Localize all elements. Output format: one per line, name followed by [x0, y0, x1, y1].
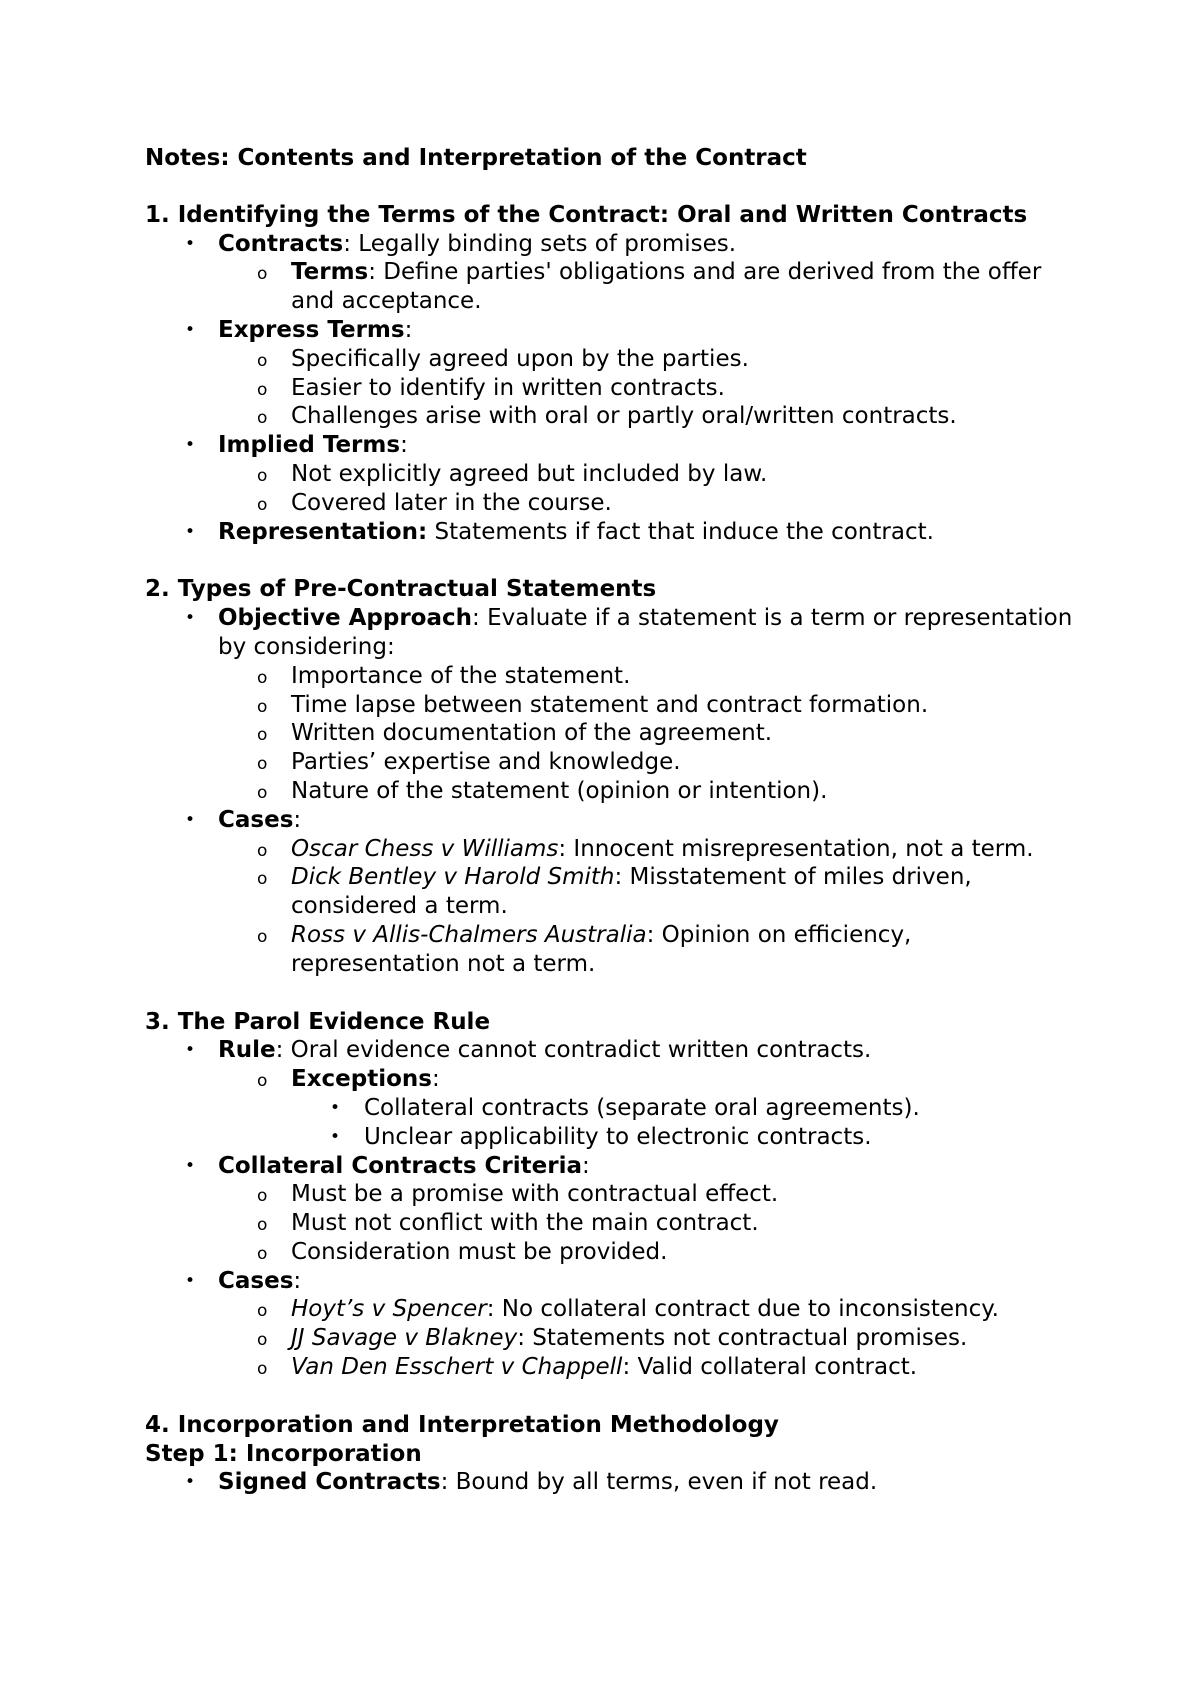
item-text: : Opinion on efficiency, representation not a term.: [291, 921, 912, 977]
circle-bullet-icon: o: [257, 1359, 268, 1380]
item-text: : Innocent misrepresentation, not a term.: [558, 835, 1034, 862]
item-text: Nature of the statement (opinion or intention).: [291, 777, 828, 804]
circle-bullet-icon: o: [257, 494, 268, 515]
list-item: [145, 1295, 1075, 1324]
circle-bullet-icon: o: [257, 1330, 268, 1351]
list-item: [145, 921, 1075, 979]
list-item: [145, 258, 1075, 316]
circle-bullet-icon: o: [257, 725, 268, 746]
bullet-list: [145, 604, 1075, 978]
list-item: [145, 460, 1075, 489]
item-text: :: [582, 1152, 590, 1179]
item-text: Unclear applicability to electronic contracts.: [364, 1123, 872, 1150]
item-text: :: [404, 316, 413, 343]
list-item: [145, 431, 1075, 460]
bullet-icon: •: [185, 233, 196, 254]
item-text: Specifically agreed upon by the parties.: [291, 345, 749, 372]
item-text: :: [400, 432, 408, 459]
list-item: [145, 1152, 1075, 1181]
list-item: [145, 806, 1075, 835]
circle-bullet-icon: o: [257, 408, 268, 429]
circle-bullet-icon: o: [257, 926, 268, 947]
list-item: [145, 489, 1075, 518]
circle-bullet-icon: o: [257, 264, 268, 285]
circle-bullet-icon: o: [257, 782, 268, 803]
item-text: :: [293, 1267, 302, 1294]
item-text: Must be a promise with contractual effect.: [291, 1181, 779, 1208]
item-text: Importance of the statement.: [291, 662, 631, 689]
item-text: Covered later in the course.: [291, 489, 612, 516]
list-item: [145, 316, 1075, 345]
bullet-icon: •: [330, 1097, 341, 1118]
item-label: Implied Terms: [218, 432, 401, 459]
item-text: :: [432, 1066, 440, 1093]
case-name: Ross v Allis-Chalmers Australia: [291, 921, 647, 948]
list-item: [145, 1065, 1075, 1094]
item-text: : Legally binding sets of promises.: [343, 230, 737, 257]
item-label: Cases: [218, 806, 294, 833]
item-text: : No collateral contract due to inconsistency.: [486, 1296, 999, 1323]
bullet-list: [145, 230, 1075, 547]
item-text: Not explicitly agreed but included by law.: [291, 460, 768, 487]
circle-bullet-icon: o: [257, 869, 268, 890]
circle-bullet-icon: o: [257, 1243, 268, 1264]
case-name: Oscar Chess v Williams: [291, 835, 559, 862]
item-text: : Statements not contractual promises.: [517, 1325, 968, 1352]
circle-bullet-icon: o: [257, 379, 268, 400]
item-label: Rule: [218, 1037, 276, 1064]
circle-bullet-icon: o: [257, 754, 268, 775]
item-text: Consideration must be provided.: [291, 1238, 668, 1265]
item-text: :: [293, 806, 302, 833]
item-text: Statements if fact that induce the contract.: [427, 518, 934, 545]
list-item: [145, 662, 1075, 691]
list-item: [145, 1123, 1075, 1152]
item-text: : Misstatement of miles driven, considered a term.: [291, 864, 972, 920]
circle-bullet-icon: o: [257, 465, 268, 486]
case-name: Hoyt’s v Spencer: [291, 1296, 487, 1323]
list-item: [145, 1238, 1075, 1267]
item-text: Parties’ expertise and knowledge.: [291, 749, 681, 776]
list-item: [145, 1036, 1075, 1065]
section-heading: 1. Identifying the Terms of the Contract: Oral and Written Contracts: [145, 201, 1028, 228]
bullet-icon: •: [330, 1126, 341, 1147]
section-heading: 3. The Parol Evidence Rule: [145, 1008, 491, 1035]
list-item: [145, 1353, 1075, 1382]
item-label: Terms: [291, 259, 369, 286]
bullet-list: [145, 1468, 1075, 1497]
item-label: Express Terms: [218, 316, 405, 343]
bullet-icon: •: [185, 1155, 196, 1176]
list-item: [145, 1094, 1075, 1123]
list-item: [145, 604, 1075, 662]
bullet-icon: •: [185, 1472, 196, 1493]
item-label: Exceptions: [291, 1066, 432, 1093]
list-item: [145, 1468, 1075, 1497]
circle-bullet-icon: o: [257, 667, 268, 688]
item-text: : Evaluate if a statement is a term or representation by considering:: [218, 605, 1073, 660]
item-text: : Valid collateral contract.: [622, 1354, 918, 1381]
list-item: [145, 345, 1075, 374]
item-text: Challenges arise with oral or partly oral/written contracts.: [291, 403, 957, 430]
circle-bullet-icon: o: [257, 1301, 268, 1322]
case-name: Van Den Esschert v Chappell: [291, 1354, 623, 1381]
bullet-icon: •: [185, 809, 196, 830]
list-item: [145, 719, 1075, 748]
list-item: [145, 1324, 1075, 1353]
item-label: Cases: [218, 1267, 294, 1294]
item-text: Time lapse between statement and contract formation.: [291, 691, 929, 718]
list-item: [145, 1180, 1075, 1209]
circle-bullet-icon: o: [257, 840, 268, 861]
list-item: [145, 1267, 1075, 1296]
case-name: JJ Savage v Blakney: [291, 1325, 518, 1352]
section-heading: 2. Types of Pre-Contractual Statements: [145, 576, 657, 603]
list-item: [145, 402, 1075, 431]
item-text: Collateral contracts (separate oral agreements).: [364, 1094, 920, 1121]
item-text: : Oral evidence cannot contradict written contracts.: [275, 1037, 872, 1064]
bullet-list: [145, 1036, 1075, 1382]
bullet-icon: •: [185, 521, 196, 542]
circle-bullet-icon: o: [257, 1215, 268, 1236]
bullet-icon: •: [185, 319, 196, 340]
list-item: [145, 1209, 1075, 1238]
item-text: : Define parties' obligations and are derived from the offer and acceptance.: [291, 259, 1042, 315]
list-item: [145, 518, 1075, 547]
bullet-icon: •: [185, 1040, 196, 1061]
case-name: Dick Bentley v Harold Smith: [291, 864, 615, 891]
section-subheading: Step 1: Incorporation: [145, 1440, 422, 1467]
item-label: Representation:: [218, 518, 428, 545]
item-label: Objective Approach: [218, 605, 473, 632]
page-title: Notes: Contents and Interpretation of the Contract: [145, 145, 807, 171]
item-text: Must not conflict with the main contract.: [291, 1210, 759, 1237]
list-item: [145, 374, 1075, 403]
sections-container: [145, 201, 1075, 1497]
circle-bullet-icon: o: [257, 1186, 268, 1207]
list-item: [145, 835, 1075, 864]
list-item: [145, 748, 1075, 777]
list-item: [145, 777, 1075, 806]
item-label: Signed Contracts: [218, 1469, 441, 1496]
item-text: : Bound by all terms, even if not read.: [440, 1469, 878, 1496]
circle-bullet-icon: o: [257, 696, 268, 717]
list-item: [145, 230, 1075, 259]
item-text: Easier to identify in written contracts.: [291, 374, 725, 401]
list-item: [145, 691, 1075, 720]
bullet-icon: •: [185, 608, 196, 629]
circle-bullet-icon: o: [257, 1071, 268, 1092]
circle-bullet-icon: o: [257, 350, 268, 371]
bullet-icon: •: [185, 1270, 196, 1291]
item-label: Collateral Contracts Criteria: [218, 1152, 583, 1179]
item-text: Written documentation of the agreement.: [291, 720, 773, 747]
item-label: Contracts: [218, 230, 344, 257]
bullet-icon: •: [185, 435, 196, 456]
list-item: [145, 863, 1075, 921]
section-heading: 4. Incorporation and Interpretation Methodology: [145, 1411, 779, 1438]
document-page: [145, 144, 1075, 1497]
